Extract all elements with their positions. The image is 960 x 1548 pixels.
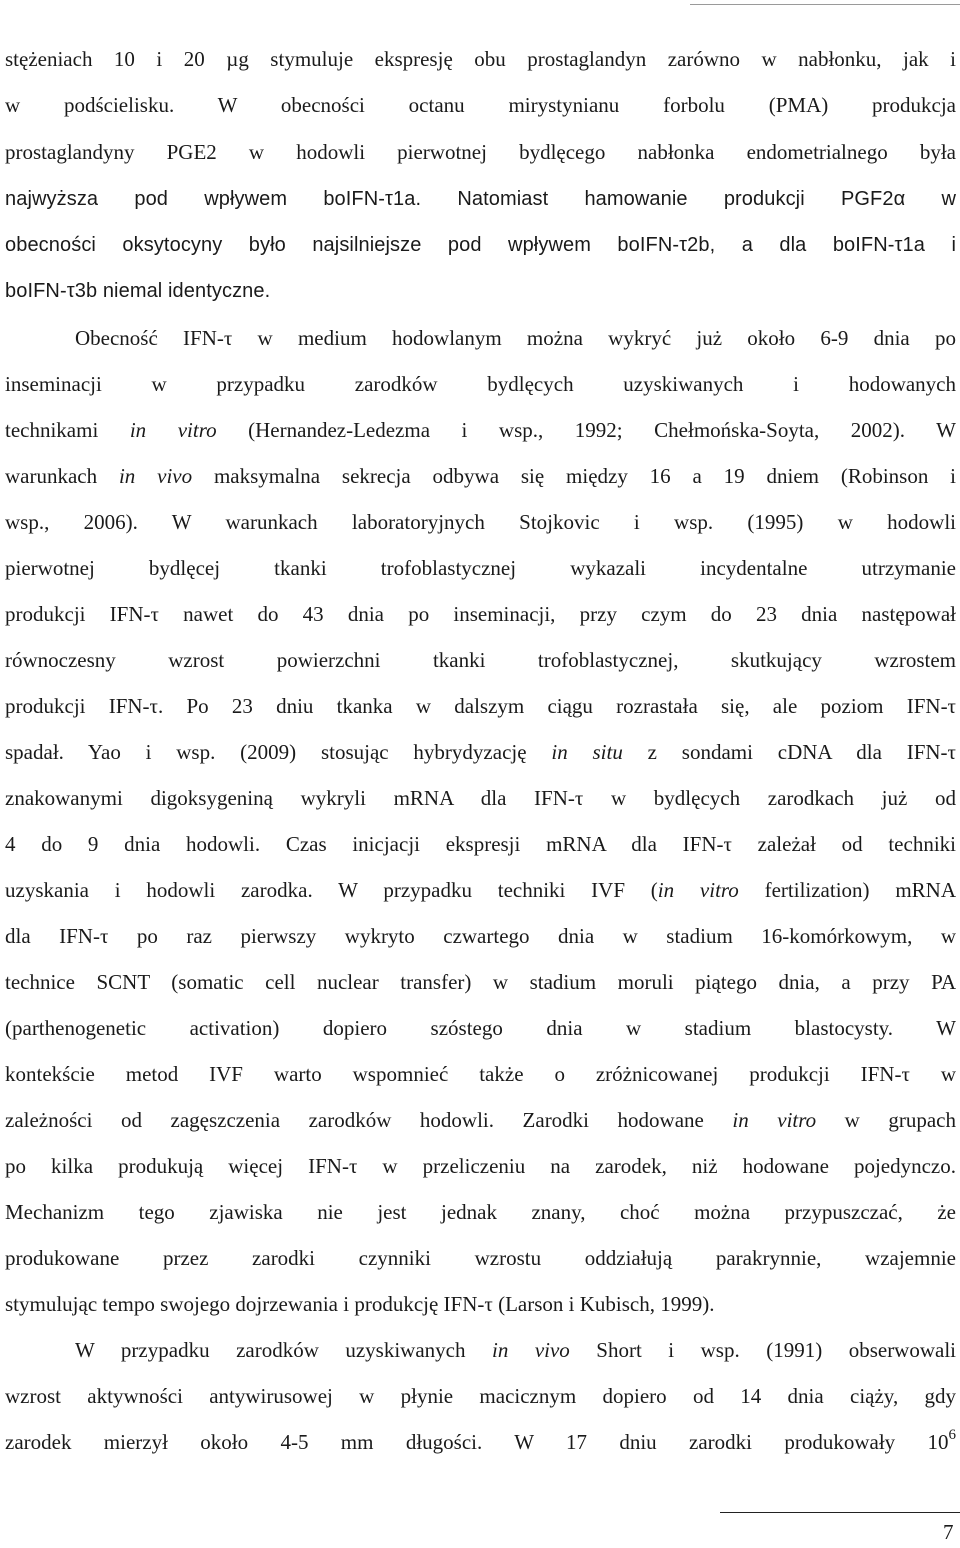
text-line: (parthenogenetic activation) dopiero szóstego dnia w stadium blastocysty. W — [5, 1016, 956, 1040]
text-line: zarodek mierzył około 4-5 mm długości. W 17 dniu zarodki produkowały $10^6$ — [5, 1427, 956, 1454]
footer-rule — [720, 1512, 960, 1513]
text-line: Obecność IFN-τ w medium hodowlanym można wykryć już około 6-9 dnia po — [75, 326, 956, 350]
italic-term: in vitro — [657, 878, 739, 902]
text-line: spadał. Yao i wsp. (2009) stosując hybrydyzację in situ z sondami cDNA dla IFN-τ — [5, 740, 956, 764]
text-line: inseminacji w przypadku zarodków bydlęcych uzyskiwanych i hodowanych — [5, 372, 956, 396]
text-line: warunkach in vivo maksymalna sekrecja odbywa się między 16 a 19 dniem (Robinson i — [5, 464, 957, 488]
text-line: kontekście metod IVF warto wspomnieć także o zróżnicowanej produkcji IFN-τ w — [5, 1062, 956, 1086]
italic-term: in vitro — [129, 418, 217, 442]
italic-term: in situ — [551, 740, 623, 764]
text-line: równoczesny wzrost powierzchni tkanki trofoblastycznej, skutkujący wzrostem — [5, 648, 956, 672]
text-line: w podścielisku. W obecności octanu mirystynianu forbolu (PMA) produkcja — [5, 93, 956, 117]
text-line: znakowanymi digoksygeniną wykryli mRNA dla IFN-τ w bydlęcych zarodkach już od — [5, 786, 956, 810]
text-line: dla IFN-τ po raz pierwszy wykryto czwartego dnia w stadium 16-komórkowym, w — [5, 924, 956, 948]
text-line: obecności oksytocyny było najsilniejsze pod wpływem boIFN-τ2b, a dla boIFN-τ1a i — [5, 234, 956, 256]
text-line: W przypadku zarodków uzyskiwanych in vivo Short i wsp. (1991) obserwowali — [75, 1338, 957, 1362]
text-line: produkowane przez zarodki czynniki wzrostu oddziałują parakrynnie, wzajemnie — [5, 1246, 956, 1270]
text-line: stężeniach 10 i 20 µg stymuluje ekspresję obu prostaglandyn zarówno w nabłonku, jak i — [5, 47, 956, 71]
italic-term: in vivo — [492, 1338, 570, 1362]
text-line: najwyższa pod wpływem boIFN-τ1a. Natomiast hamowanie produkcji PGF2α w — [5, 188, 956, 210]
text-line: po kilka produkują więcej IFN-τ w przeliczeniu na zarodek, niż hodowane pojedynczo. — [5, 1154, 956, 1178]
text-line: wsp., 2006). W warunkach laboratoryjnych Stojkovic i wsp. (1995) w hodowli — [5, 510, 956, 534]
text-line: wzrost aktywności antywirusowej w płynie macicznym dopiero od 14 dnia ciąży, gdy — [5, 1384, 956, 1408]
text-line: technikami in vitro (Hernandez-Ledezma i wsp., 1992; Chełmońska-Soyta, 2002). W — [5, 418, 956, 442]
text-line: boIFN-τ3b niemal identyczne. — [5, 280, 271, 302]
italic-term: in vivo — [118, 464, 193, 488]
text-line: uzyskania i hodowli zarodka. W przypadku techniki IVF (in vitro fertilization) mRNA — [5, 878, 957, 902]
text-line: technice SCNT (somatic cell nuclear transfer) w stadium moruli piątego dnia, a przy PA — [5, 970, 956, 994]
text-line: prostaglandyny PGE2 w hodowli pierwotnej bydlęcego nabłonka endometrialnego była — [5, 140, 956, 164]
text-line: 4 do 9 dnia hodowli. Czas inicjacji ekspresji mRNA dla IFN-τ zależał od techniki — [5, 832, 956, 856]
top-rule — [690, 4, 960, 5]
text-line: zależności od zagęszczenia zarodków hodowli. Zarodki hodowane in vitro w grupach — [5, 1108, 956, 1132]
text-line: Mechanizm tego zjawiska nie jest jednak znany, choć można przypuszczać, że — [5, 1200, 956, 1224]
text-line: produkcji IFN-τ. Po 23 dniu tkanka w dalszym ciągu rozrastała się, ale poziom IFN-τ — [5, 694, 956, 718]
page-number: 7 — [943, 1520, 954, 1544]
text-line: stymulując tempo swojego dojrzewania i produkcję IFN-τ (Larson i Kubisch, 1999). — [5, 1292, 715, 1316]
text-line: pierwotnej bydlęcej tkanki trofoblastycznej wykazali incydentalne utrzymanie — [5, 556, 956, 580]
text-line: produkcji IFN-τ nawet do 43 dnia po inseminacji, przy czym do 23 dnia następował — [5, 602, 956, 626]
superscript: 6 — [948, 1427, 956, 1443]
italic-term: in vitro — [732, 1108, 817, 1132]
